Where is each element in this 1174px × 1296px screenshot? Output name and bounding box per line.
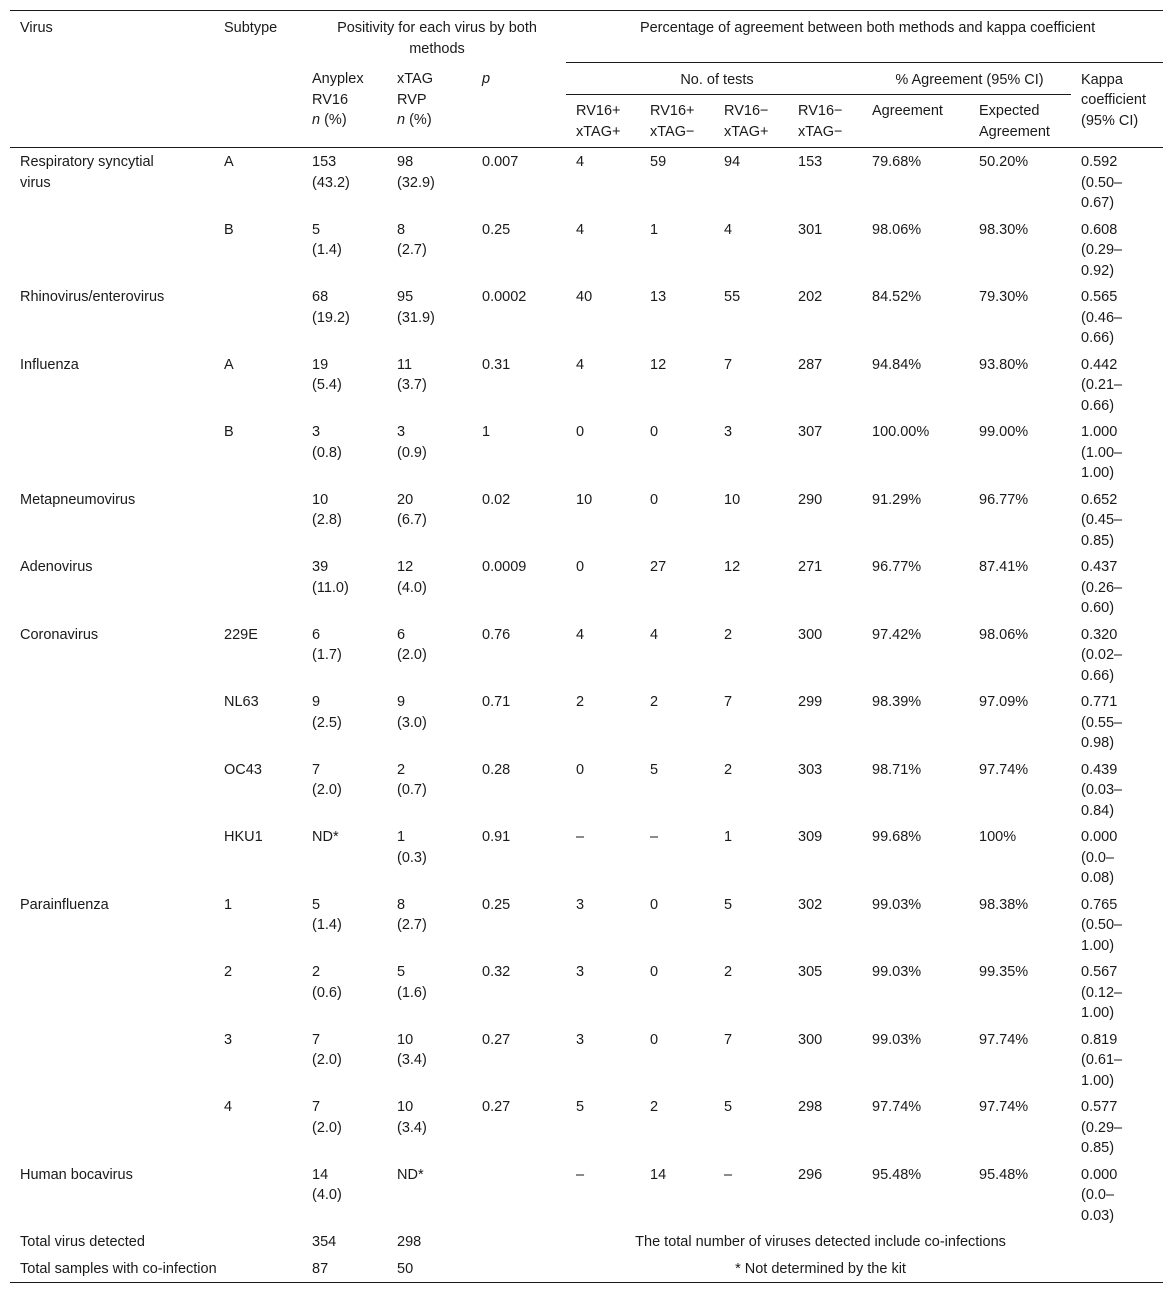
cell-rv16pos-xtagpos: 3 (576, 1031, 585, 1048)
cell-anyplex: 7 (2.0) (312, 1099, 342, 1136)
cell-kappa: 0.765 (0.50– 1.00) (1081, 896, 1123, 954)
cell-anyplex: 10 (2.8) (312, 491, 342, 528)
cell-rv16neg-xtagneg: 153 (798, 154, 823, 170)
cell-rv16neg-xtagneg: 202 (798, 289, 823, 305)
cell-kappa: 0.608 (0.29– 0.92) (1081, 221, 1123, 279)
cell-p: 0.71 (482, 694, 511, 710)
cell-kappa: 0.652 (0.45– 0.85) (1081, 491, 1123, 549)
table-row (10, 824, 1163, 892)
cell-xtag: 3 (0.9) (397, 424, 427, 461)
cell-anyplex: 7 (2.0) (312, 761, 342, 798)
cell-rv16pos-xtagpos: 5 (576, 1099, 585, 1115)
cell-rv16neg-xtagpos: 2 (724, 761, 733, 778)
cell-expected-agreement: 98.38% (979, 896, 1029, 913)
cell-kappa: 0.437 (0.26– 0.60) (1081, 559, 1123, 616)
cell-agreement: 99.03% (872, 896, 922, 913)
cell-virus (10, 824, 214, 892)
header-p: p (472, 62, 566, 148)
cell-rv16neg-xtagneg: 307 (798, 424, 823, 440)
cell-rv16neg-xtagneg: 290 (798, 491, 823, 508)
cell-virus (10, 419, 214, 487)
cell-anyplex: 2 (0.6) (312, 964, 342, 1001)
total-note: * Not determined by the kit (472, 1256, 1163, 1283)
cell-rv16pos-xtagpos: 0 (576, 424, 585, 440)
cell-expected-agreement: 98.30% (979, 221, 1029, 238)
total-anyplex: 87 (302, 1256, 387, 1283)
cell-rv16pos-xtagneg: 5 (650, 761, 659, 778)
cell-agreement: 97.42% (872, 626, 922, 643)
cell-rv16pos-xtagpos: 4 (576, 356, 585, 373)
cell-rv16pos-xtagpos: 4 (576, 154, 585, 170)
cell-rv16neg-xtagpos: 12 (724, 559, 741, 575)
cell-rv16pos-xtagneg: 0 (650, 1031, 659, 1048)
cell-virus (10, 1094, 214, 1162)
cell-anyplex: 153 (43.2) (312, 154, 350, 191)
cell-subtype: OC43 (224, 761, 262, 778)
cell-kappa: 0.000 (0.0– 0.08) (1081, 829, 1118, 886)
cell-expected-agreement: 79.30% (979, 289, 1029, 305)
cell-expected-agreement: 98.06% (979, 626, 1029, 643)
cell-subtype: A (224, 154, 234, 170)
cell-rv16neg-xtagpos: 2 (724, 964, 733, 980)
header-rv16pos-xtagneg: RV16+ xTAG− (640, 95, 714, 148)
header-rv16neg-xtagpos: RV16− xTAG+ (714, 95, 788, 148)
cell-subtype (214, 554, 302, 622)
cell-expected-agreement: 93.80% (979, 356, 1029, 373)
cell-p: 0.0002 (482, 289, 527, 305)
cell-p: 0.25 (482, 221, 511, 238)
cell-rv16pos-xtagpos: 2 (576, 694, 585, 710)
total-xtag: 50 (387, 1256, 472, 1283)
cell-rv16pos-xtagneg: 2 (650, 1099, 659, 1115)
total-anyplex: 354 (312, 1234, 337, 1250)
cell-rv16neg-xtagneg: 303 (798, 761, 823, 778)
cell-p: 0.007 (482, 154, 519, 170)
cell-xtag: 10 (3.4) (397, 1099, 427, 1136)
header-rv16neg-xtagneg: RV16− xTAG− (788, 95, 862, 148)
table-row (10, 419, 1163, 487)
cell-rv16pos-xtagpos: 40 (576, 289, 593, 305)
cell-subtype: HKU1 (224, 829, 263, 845)
table-row (10, 1162, 1163, 1230)
cell-virus (10, 1027, 214, 1095)
cell-anyplex: 19 (5.4) (312, 356, 342, 393)
cell-anyplex: 6 (1.7) (312, 626, 342, 663)
cell-subtype: 4 (224, 1099, 233, 1115)
header-subtype: Subtype (214, 11, 302, 148)
cell-kappa: 0.567 (0.12– 1.00) (1081, 964, 1123, 1021)
cell-agreement: 98.39% (872, 694, 922, 710)
cell-rv16pos-xtagpos: 4 (576, 221, 585, 238)
table-row (10, 1094, 1163, 1162)
header-anyplex: Anyplex RV16 n (%) (302, 62, 387, 148)
cell-kappa: 0.565 (0.46– 0.66) (1081, 289, 1123, 346)
cell-rv16pos-xtagneg: 13 (650, 289, 667, 305)
cell-rv16pos-xtagpos: 3 (576, 964, 585, 980)
cell-rv16neg-xtagpos: 2 (724, 626, 733, 643)
cell-expected-agreement: 87.41% (979, 559, 1029, 575)
cell-expected-agreement: 50.20% (979, 154, 1029, 170)
cell-rv16neg-xtagpos: 3 (724, 424, 733, 440)
cell-xtag: 9 (3.0) (397, 694, 427, 731)
header-virus: Virus (10, 11, 214, 148)
cell-kappa: 0.592 (0.50– 0.67) (1081, 154, 1123, 211)
cell-p: 0.91 (482, 829, 511, 845)
header-agreement-group: Percentage of agreement between both methods and kappa coefficient (566, 11, 1163, 63)
cell-xtag: 11 (3.7) (397, 356, 427, 393)
cell-agreement: 100.00% (872, 424, 930, 440)
cell-kappa: 0.439 (0.03– 0.84) (1081, 761, 1123, 819)
total-note: The total number of viruses detected include co-infections (635, 1234, 1006, 1250)
cell-p: 0.02 (482, 491, 511, 508)
cell-rv16neg-xtagpos: 7 (724, 694, 733, 710)
cell-kappa: 0.771 (0.55– 0.98) (1081, 694, 1123, 751)
cell-agreement: 99.03% (872, 964, 922, 980)
virus-comparison-table (10, 10, 1163, 1283)
cell-p: 0.27 (482, 1099, 511, 1115)
cell-expected-agreement: 96.77% (979, 491, 1029, 508)
cell-virus: Parainfluenza (20, 896, 109, 913)
cell-expected-agreement: 97.74% (979, 1099, 1029, 1115)
cell-subtype: 229E (224, 626, 258, 643)
cell-rv16pos-xtagpos: 0 (576, 559, 585, 575)
cell-p: 0.0009 (482, 559, 527, 575)
header-expected-agreement: Expected Agreement (969, 95, 1071, 148)
cell-virus (10, 959, 214, 1027)
cell-rv16neg-xtagpos: 4 (724, 221, 733, 238)
cell-p: 0.76 (482, 626, 511, 643)
cell-virus: Adenovirus (20, 559, 93, 575)
cell-expected-agreement: 97.74% (979, 1031, 1029, 1048)
cell-anyplex: 3 (0.8) (312, 424, 342, 461)
cell-expected-agreement: 100% (979, 829, 1017, 845)
cell-rv16pos-xtagpos: – (576, 829, 585, 845)
table-row (10, 148, 1163, 217)
cell-expected-agreement: 97.74% (979, 761, 1029, 778)
cell-rv16pos-xtagpos: 0 (576, 761, 585, 778)
cell-p: 0.27 (482, 1031, 511, 1048)
cell-xtag: 5 (1.6) (397, 964, 427, 1001)
cell-xtag: 10 (3.4) (397, 1031, 427, 1068)
cell-rv16pos-xtagneg: 1 (650, 221, 659, 238)
cell-p: 0.32 (482, 964, 511, 980)
cell-subtype: NL63 (224, 694, 259, 710)
cell-rv16neg-xtagneg: 300 (798, 626, 823, 643)
cell-rv16neg-xtagpos: 10 (724, 491, 741, 508)
cell-xtag: 1 (0.3) (397, 829, 427, 866)
cell-anyplex: 39 (11.0) (312, 559, 349, 596)
cell-p: 0.28 (482, 761, 511, 778)
cell-xtag: ND* (397, 1166, 424, 1183)
cell-rv16pos-xtagneg: 0 (650, 491, 659, 508)
cell-rv16neg-xtagneg: 309 (798, 829, 823, 845)
cell-rv16neg-xtagneg: 302 (798, 896, 823, 913)
header-agreement: Agreement (862, 95, 969, 148)
cell-subtype (214, 487, 302, 555)
cell-rv16pos-xtagneg: – (650, 829, 659, 845)
cell-anyplex: 7 (2.0) (312, 1031, 342, 1068)
cell-kappa: 0.320 (0.02– 0.66) (1081, 626, 1123, 684)
cell-anyplex: 68 (19.2) (312, 289, 350, 326)
results-table-container (10, 10, 1163, 1283)
cell-subtype: A (224, 356, 234, 373)
table-row (10, 487, 1163, 555)
cell-virus (10, 217, 214, 285)
total-xtag: 298 (397, 1234, 422, 1250)
cell-rv16pos-xtagneg: 14 (650, 1166, 667, 1183)
table-row (10, 284, 1163, 352)
cell-anyplex: 14 (4.0) (312, 1166, 342, 1203)
cell-xtag: 8 (2.7) (397, 221, 427, 258)
total-row (10, 1256, 1163, 1283)
cell-virus: Human bocavirus (20, 1166, 133, 1183)
cell-expected-agreement: 99.35% (979, 964, 1029, 980)
cell-rv16pos-xtagpos: 4 (576, 626, 585, 643)
total-label: Total samples with co-infection (10, 1256, 302, 1283)
table-body (10, 148, 1163, 1283)
cell-subtype: 1 (224, 896, 233, 913)
cell-p: 0.31 (482, 356, 511, 373)
cell-rv16neg-xtagneg: 305 (798, 964, 823, 980)
cell-virus: Influenza (20, 356, 79, 373)
cell-subtype: 2 (224, 964, 233, 980)
cell-rv16pos-xtagneg: 2 (650, 694, 659, 710)
cell-subtype: 3 (224, 1031, 233, 1048)
total-row (10, 1229, 1163, 1256)
cell-anyplex: 9 (2.5) (312, 694, 342, 731)
cell-rv16pos-xtagneg: 4 (650, 626, 659, 643)
cell-agreement: 84.52% (872, 289, 922, 305)
cell-anyplex: 5 (1.4) (312, 896, 342, 933)
cell-kappa: 1.000 (1.00– 1.00) (1081, 424, 1123, 481)
cell-rv16neg-xtagneg: 296 (798, 1166, 823, 1183)
total-label: Total virus detected (20, 1234, 145, 1250)
cell-kappa: 0.442 (0.21– 0.66) (1081, 356, 1123, 414)
cell-xtag: 95 (31.9) (397, 289, 435, 326)
header-rv16pos-xtagpos: RV16+ xTAG+ (566, 95, 640, 148)
cell-agreement: 97.74% (872, 1099, 922, 1115)
cell-rv16neg-xtagneg: 271 (798, 559, 823, 575)
cell-rv16pos-xtagpos: – (576, 1166, 585, 1183)
cell-agreement: 94.84% (872, 356, 922, 373)
header-pct-agreement: % Agreement (95% CI) (862, 62, 1071, 95)
cell-virus: Respiratory syncytial virus (20, 154, 154, 191)
cell-rv16neg-xtagneg: 299 (798, 694, 823, 710)
cell-rv16neg-xtagpos: 55 (724, 289, 741, 305)
cell-expected-agreement: 95.48% (979, 1166, 1029, 1183)
cell-rv16neg-xtagneg: 301 (798, 221, 823, 238)
cell-kappa: 0.000 (0.0– 0.03) (1081, 1166, 1118, 1224)
cell-rv16pos-xtagneg: 0 (650, 896, 659, 913)
cell-xtag: 12 (4.0) (397, 559, 427, 596)
header-kappa: Kappa coefficient (95% CI) (1071, 62, 1163, 148)
cell-kappa: 0.819 (0.61– 1.00) (1081, 1031, 1123, 1089)
cell-rv16pos-xtagneg: 12 (650, 356, 667, 373)
cell-agreement: 91.29% (872, 491, 922, 508)
table-row (10, 352, 1163, 420)
cell-agreement: 79.68% (872, 154, 922, 170)
cell-xtag: 8 (2.7) (397, 896, 427, 933)
cell-rv16neg-xtagneg: 287 (798, 356, 823, 373)
table-row (10, 1027, 1163, 1095)
cell-xtag: 6 (2.0) (397, 626, 427, 663)
cell-rv16neg-xtagneg: 298 (798, 1099, 823, 1115)
cell-agreement: 98.06% (872, 221, 922, 238)
cell-subtype (214, 1162, 302, 1230)
cell-virus: Coronavirus (20, 626, 99, 643)
cell-agreement: 99.68% (872, 829, 922, 845)
cell-p (472, 1162, 566, 1230)
cell-rv16pos-xtagneg: 59 (650, 154, 667, 170)
cell-xtag: 20 (6.7) (397, 491, 427, 528)
table-row (10, 757, 1163, 825)
header-xtag: xTAG RVP n (%) (387, 62, 472, 148)
header-positivity-group: Positivity for each virus by both methods (302, 11, 566, 63)
cell-agreement: 99.03% (872, 1031, 922, 1048)
cell-rv16pos-xtagneg: 27 (650, 559, 667, 575)
cell-rv16pos-xtagpos: 10 (576, 491, 593, 508)
cell-agreement: 98.71% (872, 761, 922, 778)
table-row (10, 622, 1163, 690)
cell-agreement: 95.48% (872, 1166, 922, 1183)
cell-rv16neg-xtagpos: 5 (724, 896, 733, 913)
cell-rv16neg-xtagpos: – (724, 1166, 733, 1183)
cell-expected-agreement: 99.00% (979, 424, 1029, 440)
table-row (10, 959, 1163, 1027)
header-anyplex-n: n (%) (312, 112, 347, 128)
table-row (10, 892, 1163, 960)
cell-rv16neg-xtagpos: 7 (724, 356, 733, 373)
table-row (10, 217, 1163, 285)
cell-expected-agreement: 97.09% (979, 694, 1029, 710)
cell-rv16pos-xtagneg: 0 (650, 964, 659, 980)
cell-p: 0.25 (482, 896, 511, 913)
cell-rv16pos-xtagpos: 3 (576, 896, 585, 913)
table-row (10, 689, 1163, 757)
cell-xtag: 98 (32.9) (397, 154, 435, 191)
cell-xtag: 2 (0.7) (397, 761, 427, 798)
cell-virus (10, 757, 214, 825)
cell-virus (10, 689, 214, 757)
header-xtag-n: n (%) (397, 112, 432, 128)
cell-subtype: B (224, 424, 234, 440)
cell-rv16neg-xtagpos: 7 (724, 1031, 733, 1048)
cell-subtype: B (224, 221, 234, 238)
cell-rv16pos-xtagneg: 0 (650, 424, 659, 440)
cell-rv16neg-xtagneg: 300 (798, 1031, 823, 1048)
cell-rv16neg-xtagpos: 5 (724, 1099, 733, 1115)
cell-p: 1 (482, 424, 491, 440)
cell-virus: Metapneumovirus (20, 491, 136, 508)
header-no-tests: No. of tests (566, 62, 862, 95)
cell-virus: Rhinovirus/enterovirus (20, 289, 165, 305)
cell-kappa: 0.577 (0.29– 0.85) (1081, 1099, 1123, 1156)
cell-agreement: 96.77% (872, 559, 922, 575)
cell-anyplex: 5 (1.4) (312, 221, 342, 258)
cell-rv16neg-xtagpos: 1 (724, 829, 733, 845)
cell-subtype (214, 284, 302, 352)
cell-rv16neg-xtagpos: 94 (724, 154, 741, 170)
table-row (10, 554, 1163, 622)
cell-anyplex: ND* (312, 829, 339, 845)
